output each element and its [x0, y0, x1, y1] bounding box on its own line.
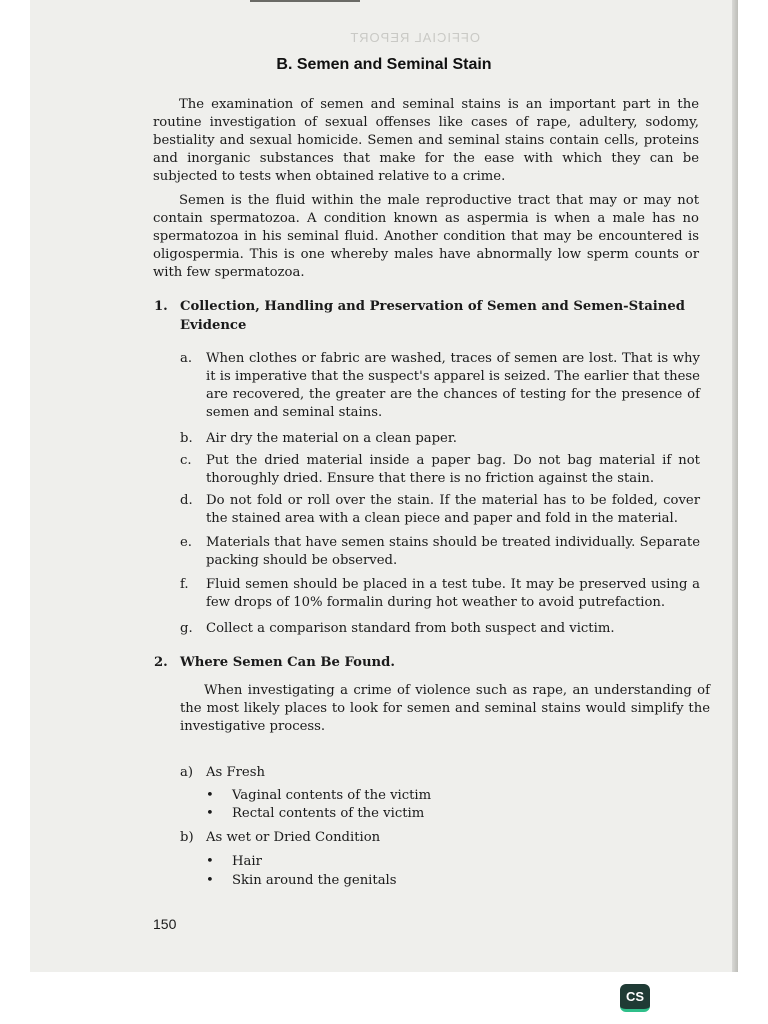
list-item-text: Collect a comparison standard from both suspect and victim.	[206, 621, 615, 636]
page-number: 150	[153, 916, 177, 932]
list-marker: b.	[180, 431, 193, 446]
list-item-text: Put the dried material inside a paper bag. Do not bag material if not thoroughly dried. Ensure that there is no friction against the stain.	[206, 453, 700, 486]
page-edge-shadow	[732, 0, 738, 972]
bullet-dot: •	[206, 788, 214, 803]
bullet-text: Skin around the genitals	[232, 873, 397, 888]
list-item-text: Air dry the material on a clean paper.	[206, 431, 457, 446]
list-item-text: Fluid semen should be placed in a test tube. It may be preserved using a few drops of 10% formalin during hot weather to avoid putrefaction.	[206, 577, 700, 610]
section-1-title: Collection, Handling and Preservation of Semen and Semen-Stained Evidence	[180, 299, 686, 333]
list-item-text: When clothes or fabric are washed, traces of semen are lost. That is why it is imperative that the suspect's apparel is seized. The earlier that these are recovered, the greater are the chances of testing for the presence of semen and seminal stains.	[206, 351, 700, 420]
list-marker: g.	[180, 621, 193, 636]
list-item-text: Do not fold or roll over the stain. If the material has to be folded, cover the stained area with a clean piece and paper and fold in the material.	[206, 493, 700, 526]
section-2-intro: When investigating a crime of violence such as rape, an understanding of the most likely places to look for semen and seminal stains would simplify the investigative process.	[180, 683, 710, 734]
section-2-number: 2.	[154, 655, 168, 670]
bullet-text: Vaginal contents of the victim	[232, 788, 432, 803]
list-item-text: Materials that have semen stains should be treated individually. Separate packing should be observed.	[206, 535, 700, 568]
list-marker: d.	[180, 493, 193, 508]
section-1-number: 1.	[154, 299, 168, 314]
intro-paragraph-2: Semen is the fluid within the male reproductive tract that may or may not contain spermatozoa. A condition known as aspermia is when a male has no spermatozoa in his seminal fluid. Another condition that may be encountered is oligospermia. This is one whereby males have abnormally low sperm counts or with few spermatozoa.	[153, 193, 699, 280]
list-marker: c.	[180, 453, 192, 468]
bullet-dot: •	[206, 854, 214, 869]
group-marker: b)	[180, 830, 194, 845]
group-label: As Fresh	[206, 765, 266, 780]
camscanner-logo: CS	[620, 984, 650, 1012]
list-marker: e.	[180, 535, 192, 550]
top-rule	[250, 0, 360, 2]
bullet-dot: •	[206, 806, 214, 821]
page-title: B. Semen and Seminal Stain	[276, 56, 492, 73]
bullet-dot: •	[206, 873, 214, 888]
group-label: As wet or Dried Condition	[206, 830, 381, 845]
list-marker: f.	[180, 577, 189, 592]
bullet-text: Rectal contents of the victim	[232, 806, 425, 821]
section-2-title: Where Semen Can Be Found.	[180, 655, 395, 670]
section-2-heading	[154, 653, 700, 673]
section-1-heading	[154, 297, 700, 337]
group-marker: a)	[180, 765, 194, 780]
bullet-text: Hair	[232, 854, 262, 869]
intro-paragraph-1: The examination of semen and seminal stains is an important part in the routine investigation of sexual offenses like cases of rape, adultery, sodomy, bestiality and sexual homicide. Semen and seminal stains contain cells, proteins and inorganic substances that make for the ease with which they can be subjected to tests when obtained relative to a crime.	[153, 97, 699, 184]
bleed-through-text: OFFICIAL REPORT	[349, 30, 480, 45]
list-marker: a.	[180, 351, 193, 366]
